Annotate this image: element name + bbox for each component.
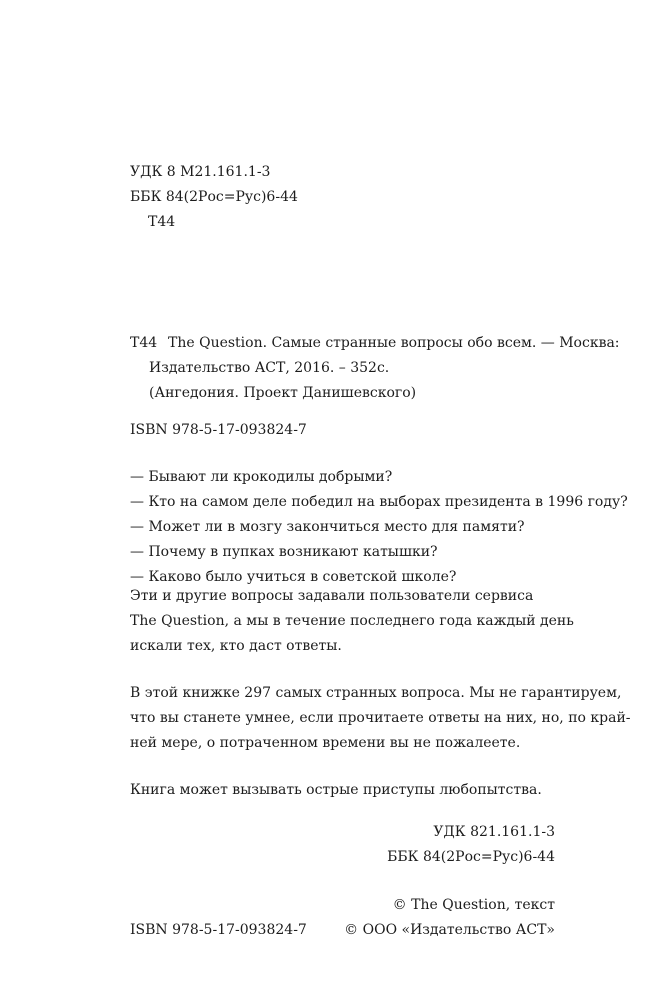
biblio-author-sign: Т44 xyxy=(130,335,158,351)
paragraph-line: Книга может вызывать острые приступы любопытства. xyxy=(130,782,542,798)
isbn-bottom: ISBN 978-5-17-093824-7 xyxy=(130,922,307,938)
copyright-text: © The Question, текст xyxy=(392,897,555,913)
paragraph-line: Эти и другие вопросы задавали пользователи сервиса xyxy=(130,588,534,604)
question-item: — Кто на самом деле победил на выборах президента в 1996 году? xyxy=(130,494,628,510)
biblio-line-2: Издательство АСТ, 2016. – 352с. xyxy=(149,360,390,376)
paragraph-line: The Question, а мы в течение последнего года каждый день xyxy=(130,613,574,629)
copyright-publisher: © ООО «Издательство АСТ» xyxy=(344,922,555,938)
paragraph-line: В этой книжке 297 самых странных вопроса. Мы не гарантируем, xyxy=(130,685,622,701)
bbk-code: ББК 84(2Рос=Рус)6-44 xyxy=(387,849,555,865)
question-item: — Каково было учиться в советской школе? xyxy=(130,569,457,585)
author-sign: Т44 xyxy=(148,214,176,230)
isbn-top: ISBN 978-5-17-093824-7 xyxy=(130,422,307,438)
paragraph-line: искали тех, кто даст ответы. xyxy=(130,638,342,654)
question-item: — Может ли в мозгу закончиться место для памяти? xyxy=(130,519,525,535)
biblio-line-3: (Ангедония. Проект Данишевского) xyxy=(149,385,417,401)
biblio-line-1: The Question. Самые странные вопросы обо всем. — Москва: xyxy=(168,335,620,351)
udk-code: УДК 821.161.1-3 xyxy=(433,824,555,840)
udk-code: УДК 8 М21.161.1-3 xyxy=(130,164,271,180)
paragraph-line: что вы станете умнее, если прочитаете ответы на них, но, по край- xyxy=(130,710,631,726)
question-item: — Бывают ли крокодилы добрыми? xyxy=(130,469,393,485)
question-item: — Почему в пупках возникают катышки? xyxy=(130,544,438,560)
paragraph-line: ней мере, о потраченном времени вы не пожалеете. xyxy=(130,735,521,751)
bbk-code: ББК 84(2Рос=Рус)6-44 xyxy=(130,189,298,205)
